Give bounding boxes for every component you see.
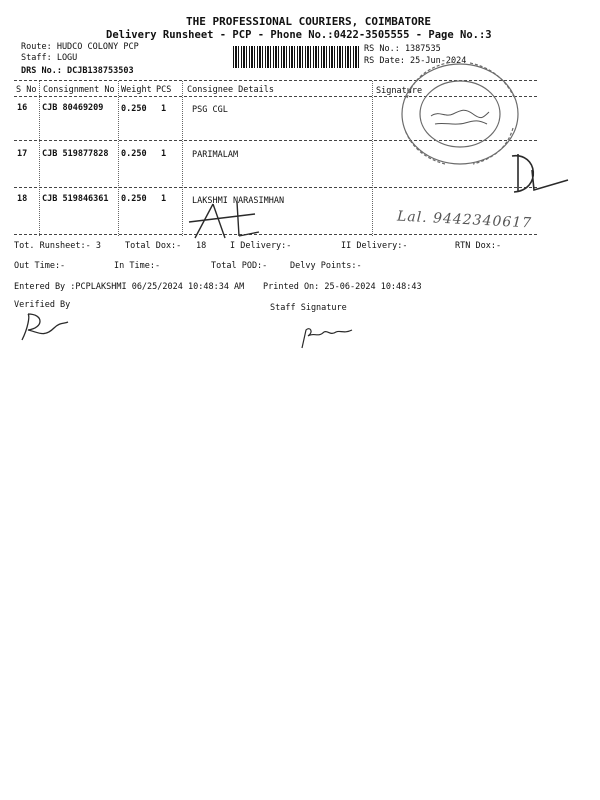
in-time: In Time:- [114, 261, 161, 271]
row-consignment: CJB 519846361 [42, 194, 109, 204]
col-consignee: Consignee Details [187, 85, 274, 95]
total-dox-label: Total Dox:- [125, 241, 182, 251]
row-sno: 18 [17, 194, 28, 204]
row-consignment: CJB 519877828 [42, 149, 109, 159]
ii-delivery: II Delivery:- [341, 241, 408, 251]
col-weight: Weight [121, 85, 152, 95]
row-consignee: PARIMALAM [192, 150, 239, 160]
rs-number: RS No.: 1387535 [364, 44, 441, 54]
col-separator [118, 81, 119, 236]
col-signature: Signature [376, 86, 423, 96]
row-weight: 0.250 [121, 104, 147, 114]
route-label: Route: HUDCO COLONY PCP [21, 42, 139, 52]
row-pcs: 1 [161, 104, 167, 114]
table-bottom-rule [14, 234, 537, 235]
row-weight: 0.250 [121, 149, 147, 159]
rs-date: RS Date: 25-Jun-2024 [364, 56, 467, 66]
out-time: Out Time:- [14, 261, 66, 271]
total-pod: Total POD:- [211, 261, 268, 271]
row-consignment: CJB 80469209 [42, 103, 104, 113]
col-separator [372, 81, 373, 236]
courier-stamp [395, 58, 525, 168]
row-sno: 17 [17, 149, 28, 159]
col-sno: S No [16, 85, 37, 95]
col-pcs: PCS [156, 85, 172, 95]
signature-row-18 [185, 198, 265, 240]
row-pcs: 1 [161, 149, 167, 159]
col-consignment: Consignment No [43, 85, 115, 95]
row-weight: 0.250 [121, 194, 147, 204]
staff-signature-label: Staff Signature [270, 303, 347, 313]
company-title: THE PROFESSIONAL COURIERS, COIMBATORE [186, 15, 432, 28]
rtn-dox: RTN Dox:- [455, 241, 502, 251]
row-consignee: PSG CGL [192, 105, 228, 115]
col-separator [182, 81, 183, 236]
signature-row-17 [508, 150, 578, 200]
runsheet-subtitle: Delivery Runsheet - PCP - Phone No.:0422-3505555 - Page No.:3 [106, 29, 492, 41]
tot-runsheet: Tot. Runsheet:- 3 [14, 241, 101, 251]
i-delivery: I Delivery:- [230, 241, 292, 251]
staff-label: Staff: LOGU [21, 53, 78, 63]
barcode [233, 46, 359, 68]
handwritten-phone-note: Lal. 9442340617 [396, 208, 533, 232]
drs-number: DRS No.: DCJB138753503 [21, 66, 134, 76]
row-pcs: 1 [161, 194, 167, 204]
delvy-points: Delvy Points:- [290, 261, 362, 271]
row-consignee: LAKSHMI NARASIMHAN [192, 196, 285, 206]
total-dox-value: 18 [196, 241, 207, 251]
verifier-signature [14, 310, 74, 346]
verified-by-label: Verified By [14, 300, 71, 310]
staff-signature [296, 322, 356, 350]
row-sno: 16 [17, 103, 28, 113]
printed-on: Printed On: 25-06-2024 10:48:43 [263, 282, 422, 292]
col-separator [39, 81, 40, 236]
entered-by: Entered By :PCPLAKSHMI 06/25/2024 10:48:34 AM [14, 282, 245, 292]
row-rule [14, 187, 537, 188]
